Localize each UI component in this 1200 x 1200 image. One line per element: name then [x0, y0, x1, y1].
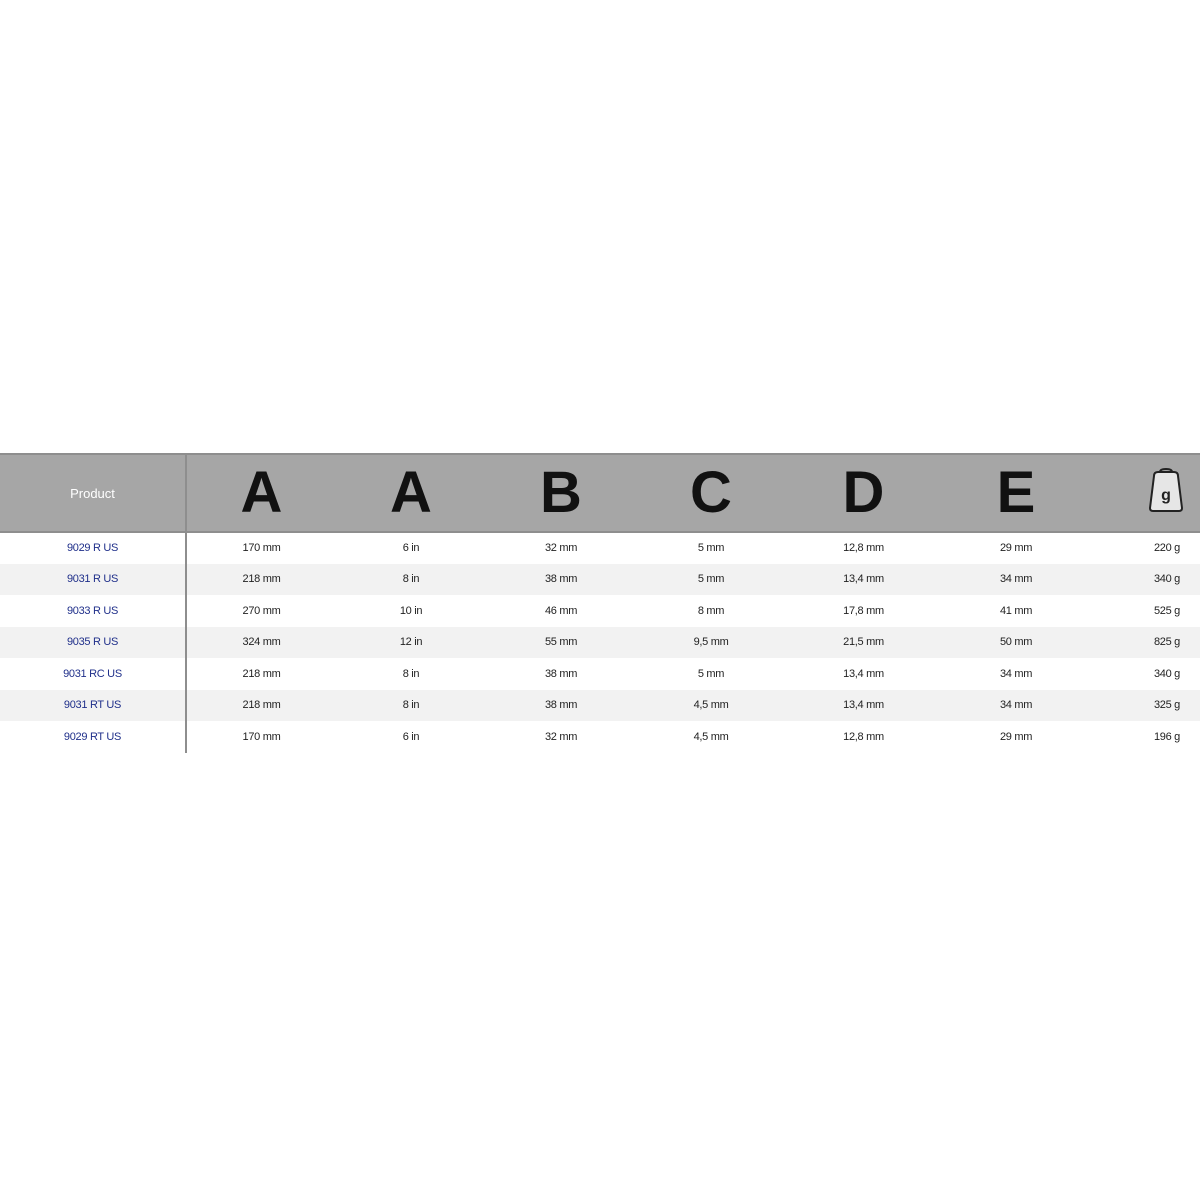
- weight-value: 220 g: [1153, 542, 1180, 555]
- dimension-d: 12,8 mm: [843, 542, 884, 555]
- column-header-weight: [1091, 454, 1200, 532]
- dimension-d: 13,4 mm: [843, 699, 884, 712]
- dimension-b: 32 mm: [544, 542, 578, 555]
- dimension-a-mm: 324 mm: [242, 636, 281, 649]
- table-body: [0, 532, 1200, 753]
- dimension-letter: E: [996, 460, 1036, 525]
- dimension-b: 38 mm: [544, 573, 578, 586]
- dimension-a-in: 8 in: [402, 573, 420, 586]
- table-row: [0, 564, 1200, 596]
- weight-icon-label: g: [1161, 486, 1171, 504]
- dimension-d: 13,4 mm: [843, 573, 884, 586]
- column-header-a-in: [336, 454, 486, 532]
- table-header-row: [0, 454, 1200, 532]
- dimension-a-in: 6 in: [402, 730, 420, 743]
- product-code: 9029 RT US: [0, 721, 186, 753]
- dimension-a-in: 12 in: [399, 636, 423, 649]
- product-code: 9031 R US: [0, 564, 186, 596]
- dimension-b: 38 mm: [544, 667, 578, 680]
- dimension-c: 4,5 mm: [693, 699, 729, 712]
- dimension-letter: D: [842, 460, 885, 525]
- column-header-e: [941, 454, 1091, 532]
- product-code: 9031 RT US: [0, 690, 186, 722]
- dimension-e: 50 mm: [999, 636, 1033, 649]
- product-column-header: Product: [0, 454, 186, 532]
- dimension-e: 29 mm: [999, 542, 1033, 555]
- dimension-c: 5 mm: [697, 667, 725, 680]
- dimension-e: 34 mm: [999, 573, 1033, 586]
- specification-table: [0, 453, 1200, 753]
- dimension-b: 46 mm: [544, 604, 578, 617]
- table-row: [0, 595, 1200, 627]
- dimension-e: 29 mm: [999, 730, 1033, 743]
- dimension-d: 21,5 mm: [843, 636, 884, 649]
- dimension-a-mm: 270 mm: [242, 604, 281, 617]
- dimension-a-mm: 218 mm: [242, 573, 281, 586]
- dimension-c: 4,5 mm: [693, 730, 729, 743]
- dimension-a-in: 8 in: [402, 699, 420, 712]
- column-header-b: [486, 454, 636, 532]
- dimension-a-in: 8 in: [402, 667, 420, 680]
- dimension-d: 12,8 mm: [843, 730, 884, 743]
- weight-value: 340 g: [1153, 667, 1180, 680]
- dimension-b: 38 mm: [544, 699, 578, 712]
- dimension-a-in: 10 in: [399, 604, 423, 617]
- product-code: 9029 R US: [0, 532, 186, 564]
- column-header-d: [786, 454, 941, 532]
- dimension-c: 8 mm: [697, 604, 725, 617]
- dimension-a-mm: 218 mm: [242, 699, 281, 712]
- dimension-letter: A: [240, 460, 283, 525]
- product-code: 9031 RC US: [0, 658, 186, 690]
- product-code: 9033 R US: [0, 595, 186, 627]
- dimension-b: 55 mm: [544, 636, 578, 649]
- table-row: [0, 690, 1200, 722]
- table-row: [0, 532, 1200, 564]
- table-row: [0, 658, 1200, 690]
- weight-value: 525 g: [1153, 604, 1180, 617]
- dimension-c: 9,5 mm: [693, 636, 729, 649]
- weight-value: 340 g: [1153, 573, 1180, 586]
- dimension-c: 5 mm: [697, 542, 725, 555]
- dimension-a-in: 6 in: [402, 542, 420, 555]
- column-header-a-mm: [186, 454, 336, 532]
- dimension-letter: C: [690, 460, 732, 525]
- dimension-c: 5 mm: [697, 573, 725, 586]
- dimension-e: 41 mm: [999, 604, 1033, 617]
- dimension-d: 17,8 mm: [843, 604, 884, 617]
- dimension-letter: A: [390, 460, 432, 525]
- column-header-c: [636, 454, 786, 532]
- weight-icon: [1146, 468, 1186, 519]
- table-row: [0, 721, 1200, 753]
- dimension-a-mm: 170 mm: [242, 542, 281, 555]
- dimension-e: 34 mm: [999, 699, 1033, 712]
- dimension-e: 34 mm: [999, 667, 1033, 680]
- dimension-a-mm: 218 mm: [242, 667, 281, 680]
- weight-value: 325 g: [1153, 699, 1180, 712]
- dimension-letter: B: [540, 460, 582, 525]
- dimension-a-mm: 170 mm: [242, 730, 281, 743]
- dimension-d: 13,4 mm: [843, 667, 884, 680]
- product-code: 9035 R US: [0, 627, 186, 659]
- weight-value: 825 g: [1153, 636, 1180, 649]
- table-row: [0, 627, 1200, 659]
- dimension-b: 32 mm: [544, 730, 578, 743]
- weight-value: 196 g: [1153, 730, 1180, 743]
